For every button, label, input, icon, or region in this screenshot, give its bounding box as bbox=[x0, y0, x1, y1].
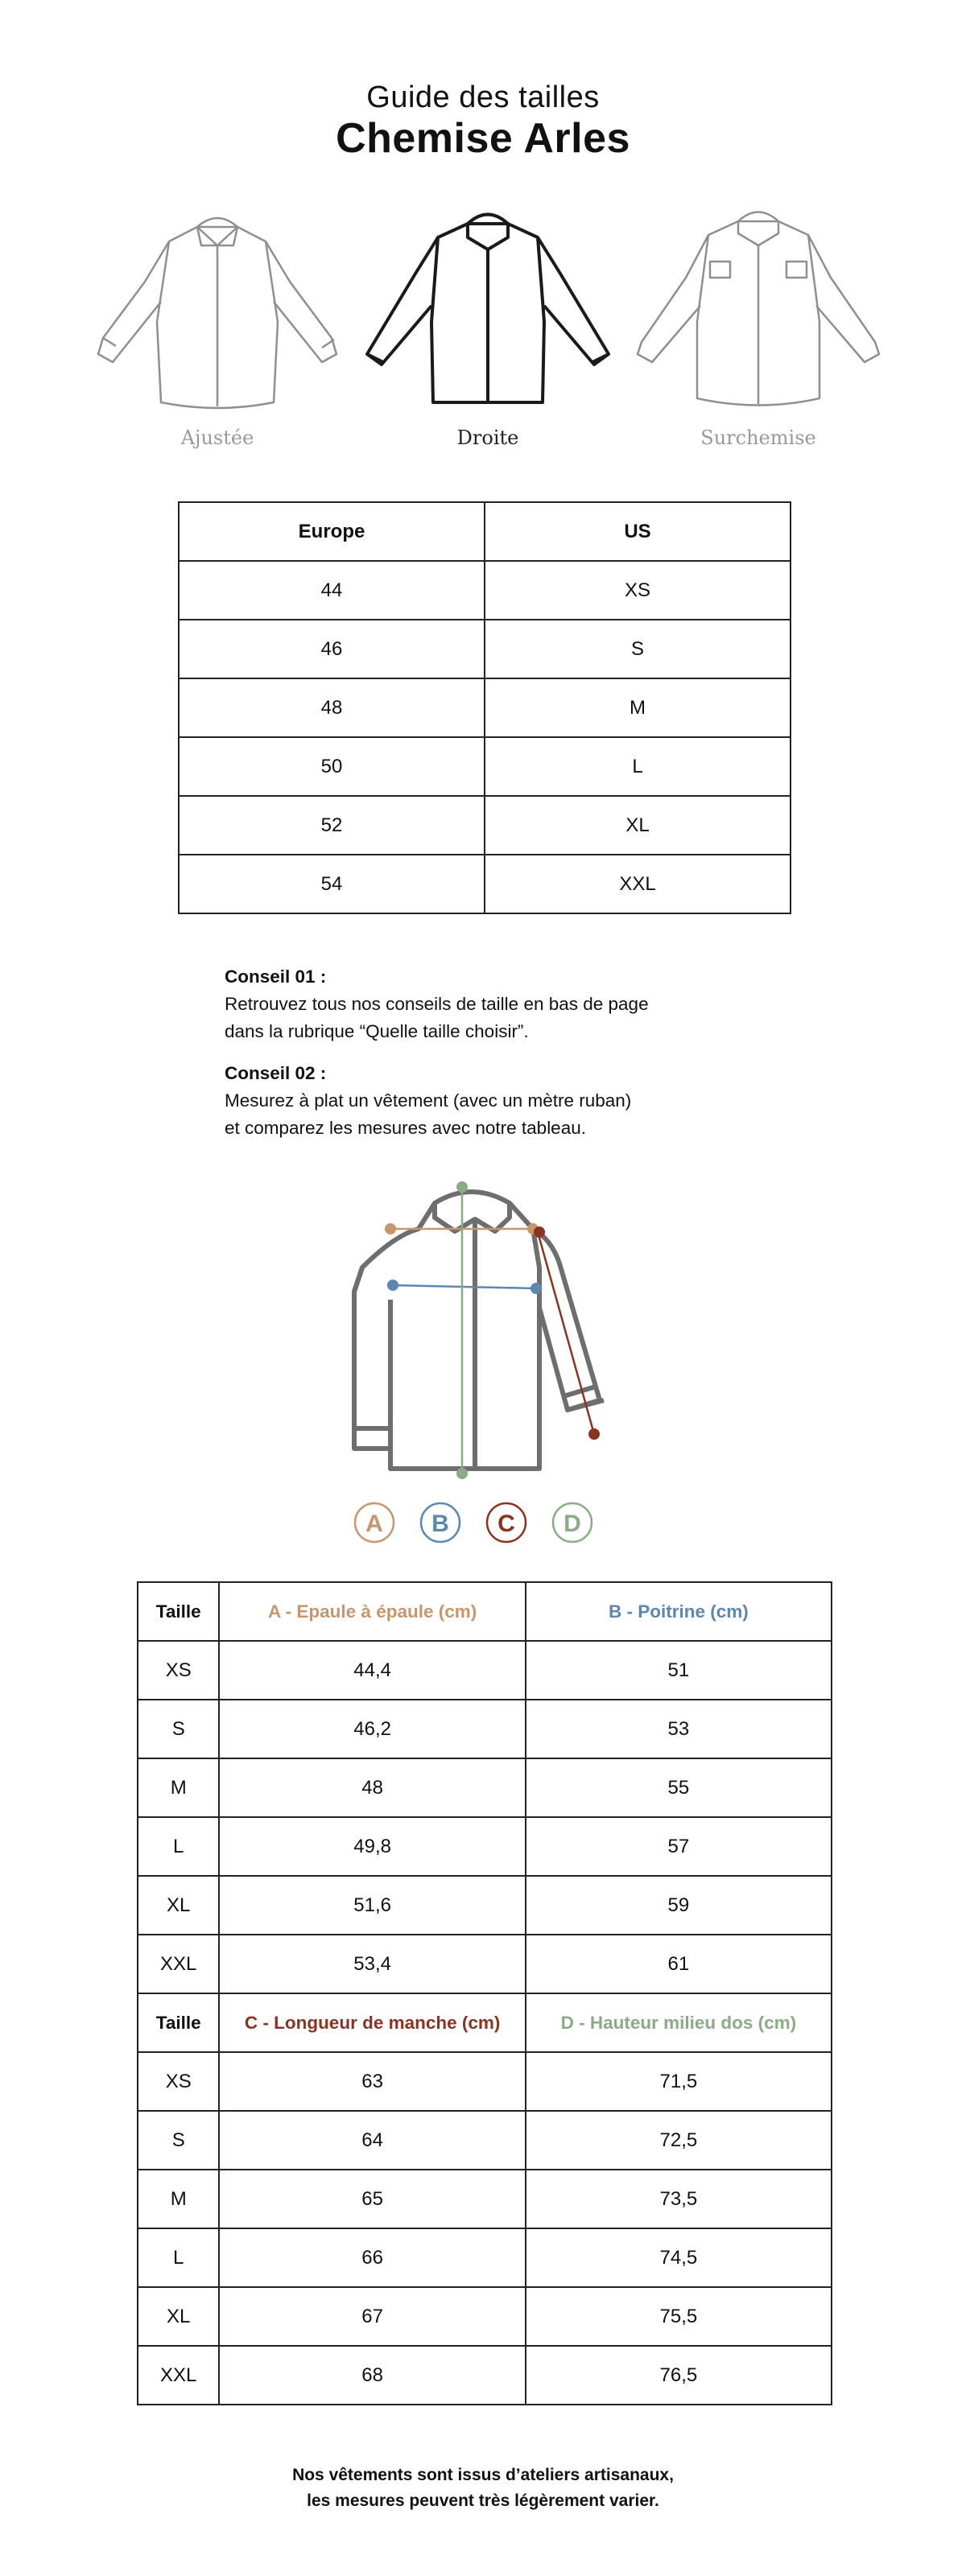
table-row bbox=[138, 1641, 832, 1700]
cell-back-length: 75,5 bbox=[526, 2287, 832, 2346]
table-row bbox=[179, 678, 791, 737]
table-row bbox=[179, 737, 791, 796]
cell-chest: 53 bbox=[526, 1700, 832, 1758]
cell-eu: 46 bbox=[179, 620, 485, 678]
cell-us: S bbox=[485, 620, 791, 678]
header-back-length: D - Hauteur milieu dos (cm) bbox=[526, 1993, 832, 2052]
cell-sleeve: 66 bbox=[219, 2228, 525, 2287]
cell-back-length: 73,5 bbox=[526, 2170, 832, 2228]
footer-line: Nos vêtements sont issus d’ateliers artisanaux, bbox=[292, 2466, 674, 2484]
legend-b-icon bbox=[421, 1503, 460, 1542]
cell-size: XL bbox=[138, 1876, 219, 1935]
cell-chest: 51 bbox=[526, 1641, 832, 1700]
fit-ajustee bbox=[80, 201, 354, 449]
cell-eu: 50 bbox=[179, 737, 485, 796]
measurements-table bbox=[137, 1581, 832, 2405]
tip-title: Conseil 02 : bbox=[225, 1063, 327, 1083]
sizing-tips bbox=[225, 963, 788, 1156]
header-size: Taille bbox=[138, 1993, 219, 2052]
tip-text: Mesurez à plat un vêtement (avec un mètre ruban) bbox=[225, 1090, 632, 1111]
table-row bbox=[179, 620, 791, 678]
cell-chest: 57 bbox=[526, 1817, 832, 1876]
legend-c-icon bbox=[487, 1503, 526, 1542]
cell-shoulder: 53,4 bbox=[219, 1935, 525, 1993]
measure-legend bbox=[355, 1503, 592, 1542]
cell-size: S bbox=[138, 2111, 219, 2170]
fit-droite bbox=[351, 201, 625, 449]
svg-text:A: A bbox=[365, 1511, 383, 1537]
cell-back-length: 76,5 bbox=[526, 2346, 832, 2405]
cell-shoulder: 46,2 bbox=[219, 1700, 525, 1758]
cell-size: S bbox=[138, 1700, 219, 1758]
svg-text:D: D bbox=[564, 1511, 581, 1537]
measure-points bbox=[385, 1181, 600, 1479]
header-europe: Europe bbox=[179, 502, 485, 561]
table-row bbox=[138, 1758, 832, 1817]
table-row bbox=[179, 796, 791, 855]
cell-sleeve: 65 bbox=[219, 2170, 525, 2228]
cell-size: XL bbox=[138, 2287, 219, 2346]
cell-sleeve: 68 bbox=[219, 2346, 525, 2405]
cell-chest: 55 bbox=[526, 1758, 832, 1817]
measurement-diagram bbox=[322, 1171, 644, 1549]
legend-d-icon bbox=[553, 1503, 592, 1542]
cell-shoulder: 51,6 bbox=[219, 1876, 525, 1935]
footer-note bbox=[0, 2463, 966, 2514]
fit-label: Ajustée bbox=[180, 427, 254, 449]
table-row bbox=[138, 2346, 832, 2405]
tip-text: Retrouvez tous nos conseils de taille en bas de page bbox=[225, 994, 649, 1014]
cell-back-length: 72,5 bbox=[526, 2111, 832, 2170]
cell-size: M bbox=[138, 2170, 219, 2228]
cell-shoulder: 48 bbox=[219, 1758, 525, 1817]
cell-size: L bbox=[138, 2228, 219, 2287]
cell-size: XS bbox=[138, 2052, 219, 2111]
tip-02 bbox=[225, 1060, 788, 1142]
cell-eu: 52 bbox=[179, 796, 485, 855]
table-row bbox=[138, 1876, 832, 1935]
cell-shoulder: 44,4 bbox=[219, 1641, 525, 1700]
table-header-row bbox=[138, 1993, 832, 2052]
cell-us: XXL bbox=[485, 855, 791, 913]
header-size: Taille bbox=[138, 1582, 219, 1641]
cell-sleeve: 63 bbox=[219, 2052, 525, 2111]
cell-eu: 54 bbox=[179, 855, 485, 913]
size-conversion-table bbox=[178, 501, 791, 914]
svg-text:C: C bbox=[497, 1511, 515, 1537]
cell-us: M bbox=[485, 678, 791, 737]
cell-size: L bbox=[138, 1817, 219, 1876]
cell-us: XL bbox=[485, 796, 791, 855]
cell-size: XXL bbox=[138, 2346, 219, 2405]
tip-title: Conseil 01 : bbox=[225, 967, 327, 987]
fit-surchemise bbox=[621, 201, 895, 449]
cell-size: XS bbox=[138, 1641, 219, 1700]
table-row bbox=[138, 1935, 832, 1993]
cell-eu: 44 bbox=[179, 561, 485, 620]
svg-text:B: B bbox=[431, 1511, 449, 1537]
table-header-row bbox=[179, 502, 791, 561]
cell-chest: 61 bbox=[526, 1935, 832, 1993]
cell-us: XS bbox=[485, 561, 791, 620]
cell-shoulder: 49,8 bbox=[219, 1817, 525, 1876]
header-us: US bbox=[485, 502, 791, 561]
guide-subtitle: Guide des tailles bbox=[366, 80, 600, 114]
table-row bbox=[138, 2170, 832, 2228]
table-row bbox=[138, 2287, 832, 2346]
legend-a-icon bbox=[355, 1503, 394, 1542]
shirt-fitted-icon bbox=[89, 201, 346, 410]
table-row bbox=[138, 1817, 832, 1876]
header-shoulder: A - Epaule à épaule (cm) bbox=[219, 1582, 525, 1641]
table-row bbox=[138, 1700, 832, 1758]
tip-01 bbox=[225, 963, 788, 1045]
product-title: Chemise Arles bbox=[336, 115, 630, 162]
cell-sleeve: 67 bbox=[219, 2287, 525, 2346]
header-chest: B - Poitrine (cm) bbox=[526, 1582, 832, 1641]
table-row bbox=[179, 561, 791, 620]
shirt-straight-icon bbox=[359, 201, 617, 410]
footer-line: les mesures peuvent très légèrement varier. bbox=[307, 2492, 659, 2510]
cell-back-length: 71,5 bbox=[526, 2052, 832, 2111]
tip-text: dans la rubrique “Quelle taille choisir”. bbox=[225, 1021, 529, 1041]
cell-us: L bbox=[485, 737, 791, 796]
cell-eu: 48 bbox=[179, 678, 485, 737]
table-row bbox=[138, 2111, 832, 2170]
fit-options bbox=[0, 201, 966, 459]
fit-label: Droite bbox=[456, 427, 519, 449]
table-row bbox=[179, 855, 791, 913]
cell-chest: 59 bbox=[526, 1876, 832, 1935]
table-header-row bbox=[138, 1582, 832, 1641]
header-sleeve: C - Longueur de manche (cm) bbox=[219, 1993, 525, 2052]
tip-text: et comparez les mesures avec notre tableau. bbox=[225, 1118, 586, 1138]
table-row bbox=[138, 2228, 832, 2287]
cell-size: XXL bbox=[138, 1935, 219, 1993]
cell-sleeve: 64 bbox=[219, 2111, 525, 2170]
cell-back-length: 74,5 bbox=[526, 2228, 832, 2287]
cell-size: M bbox=[138, 1758, 219, 1817]
table-row bbox=[138, 2052, 832, 2111]
fit-label: Surchemise bbox=[700, 427, 816, 449]
overshirt-icon bbox=[630, 201, 887, 410]
